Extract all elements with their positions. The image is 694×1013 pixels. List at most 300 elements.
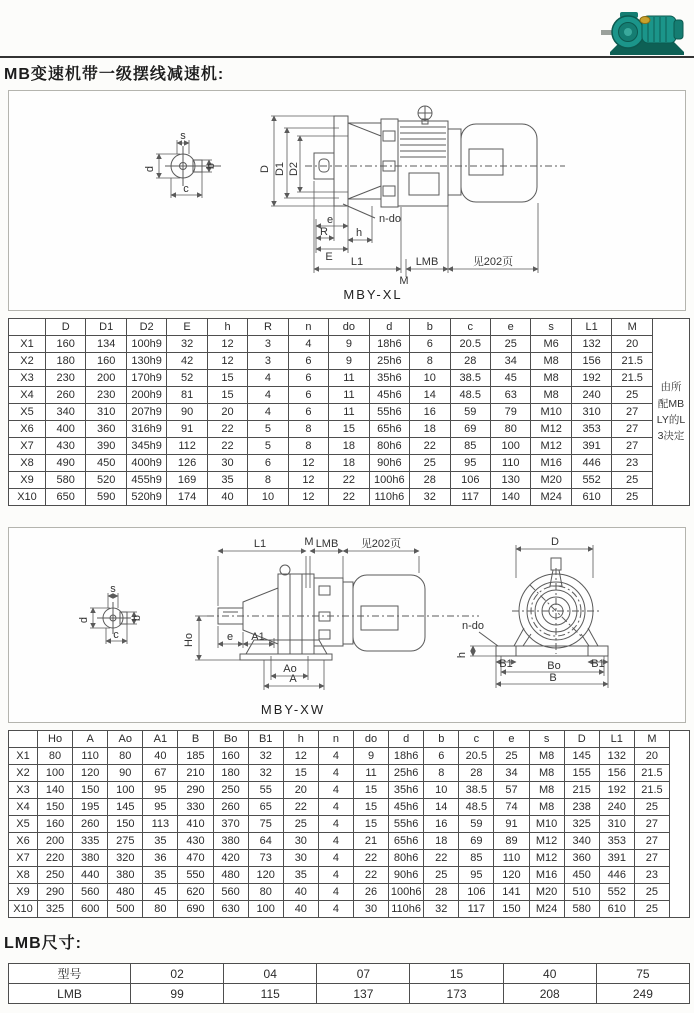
cell-value: 12 [288,472,328,489]
cell-value: 75 [596,964,689,984]
cell-value: 6 [424,748,459,765]
cell-value: 400 [46,421,86,438]
column-header: E [167,319,207,336]
dim-label-b: b [205,162,217,170]
row-label: LMB [9,984,131,1004]
cell-value: 100h9 [126,336,166,353]
column-header: D [564,731,599,748]
column-header: c [459,731,494,748]
cell-value: 115 [224,984,317,1004]
cell-value: 420 [213,850,248,867]
cell-value: 450 [564,867,599,884]
cell-value: 200h9 [126,387,166,404]
row-label: X9 [9,472,46,489]
cell-value: 11 [329,404,369,421]
cell-value: 208 [503,984,596,1004]
table-row [9,370,690,387]
dim-label-n-do: n-do [461,620,485,632]
cell-value: 36 [143,850,178,867]
cell-value: 10 [424,782,459,799]
cell-value: 360 [86,421,126,438]
column-header: n [288,319,328,336]
cell-value: 38.5 [459,782,494,799]
cell-value: 316h9 [126,421,166,438]
cell-value: 9 [329,353,369,370]
blank-column [670,731,690,918]
column-header: R [248,319,288,336]
cell-value: 249 [596,984,689,1004]
cell-value: 35 [283,867,318,884]
cell-value: 6 [288,387,328,404]
cell-value: 160 [46,336,86,353]
cell-value: 32 [410,489,450,506]
cell-value: 130 [490,472,530,489]
cell-value: 40 [143,748,178,765]
cell-value: 65 [248,799,283,816]
cell-value: 500 [108,901,143,918]
cell-value: 45h6 [389,799,424,816]
cell-value: 27 [612,421,653,438]
column-header: M [612,319,653,336]
dim-label-M: M [399,275,409,287]
cell-value: 192 [571,370,611,387]
cell-value: 510 [564,884,599,901]
row-label: X3 [9,782,38,799]
cell-value: 430 [46,438,86,455]
cell-value: 520 [86,472,126,489]
dim-label-A1: A1 [251,631,265,643]
cell-value: 215 [564,782,599,799]
cell-value: 25h6 [369,353,409,370]
end-view-dimensions [470,545,608,688]
cell-value: 6 [410,336,450,353]
cell-value: 100h6 [389,884,424,901]
dim-label-D: D [259,165,271,173]
cell-value: 8 [410,353,450,370]
cell-value: 100h6 [369,472,409,489]
mby-xw-dimension-table [8,730,690,918]
cell-value: 90h6 [389,867,424,884]
cell-value: 4 [318,782,353,799]
cell-value: 180 [213,765,248,782]
cell-value: 310 [86,404,126,421]
cell-value: 20.5 [450,336,490,353]
dim-label-see-page: 见202页 [472,256,514,268]
cell-value: 15 [353,816,388,833]
cell-value: 150 [494,901,529,918]
table-row [9,421,690,438]
cell-value: 210 [178,765,213,782]
cell-value: M8 [531,353,571,370]
cell-value: 25 [410,455,450,472]
column-header: Bo [213,731,248,748]
cell-value: 25 [612,489,653,506]
cell-value: 6 [288,353,328,370]
cell-value: 34 [494,765,529,782]
cell-value: 45 [143,884,178,901]
column-header: Ho [38,731,73,748]
row-label: X5 [9,404,46,421]
dim-label-b: b [131,614,143,622]
cell-value: 95 [143,782,178,799]
row-label: X7 [9,850,38,867]
cell-value: 21.5 [634,782,669,799]
cell-value: 180 [46,353,86,370]
cell-value: 32 [248,748,283,765]
cell-value: 38.5 [450,370,490,387]
cell-value: 207h9 [126,404,166,421]
cell-value: 74 [494,799,529,816]
cell-value: 11 [353,765,388,782]
column-header: n [318,731,353,748]
cell-value: 80h6 [369,438,409,455]
gear-motor-photo-icon [600,6,690,58]
table-row [9,765,690,782]
table-row [9,816,690,833]
cell-value: 27 [634,816,669,833]
cell-value: 192 [599,782,634,799]
cell-value: 11 [329,387,369,404]
cell-value: 32 [248,765,283,782]
dim-label-LMB: LMB [415,256,439,268]
mby-xl-labels [144,130,513,302]
cell-value: 22 [410,438,450,455]
cell-value: 4 [248,370,288,387]
cell-value: 25 [612,472,653,489]
cell-value: 80 [108,748,143,765]
cell-value: 48.5 [450,387,490,404]
cell-value: 480 [108,884,143,901]
cell-value: 250 [213,782,248,799]
cell-value: 42 [167,353,207,370]
cell-value: M16 [529,867,564,884]
cell-value: 22 [329,472,369,489]
cell-value: 15 [283,765,318,782]
cell-value: 8 [288,421,328,438]
cell-value: 260 [213,799,248,816]
page-title: MB变速机带一级摆线减速机: [4,66,225,83]
cell-value: 340 [564,833,599,850]
dim-label-B: B [549,672,557,684]
table-row [9,884,690,901]
cell-value: 25 [612,387,653,404]
cell-value: 27 [634,850,669,867]
cell-value: 95 [459,867,494,884]
cell-value: 4 [318,833,353,850]
cell-value: 18h6 [389,748,424,765]
cell-value: 4 [318,901,353,918]
table-row [9,850,690,867]
cell-value: M24 [531,489,571,506]
cell-value: 16 [410,404,450,421]
cell-value: 113 [143,816,178,833]
table-row [9,782,690,799]
cell-value: 35h6 [369,370,409,387]
cell-value: 155 [564,765,599,782]
column-header: s [531,319,571,336]
cell-value: 120 [248,867,283,884]
cell-value: 28 [410,472,450,489]
cell-value: 9 [353,748,388,765]
cell-value: 27 [612,438,653,455]
cell-value: 160 [213,748,248,765]
cell-value: 100 [38,765,73,782]
cell-value: 9 [329,336,369,353]
cell-value: 18 [410,421,450,438]
cell-value: 30 [353,901,388,918]
cell-value: 20 [207,404,247,421]
row-label: X8 [9,455,46,472]
cell-value: 28 [424,884,459,901]
cell-value: 150 [73,782,108,799]
cell-value: 4 [318,765,353,782]
table-row [9,472,690,489]
cell-value: 690 [178,901,213,918]
row-label: X3 [9,370,46,387]
cell-value: 380 [108,867,143,884]
cell-value: 20 [634,748,669,765]
cell-value: M12 [529,850,564,867]
row-label: X1 [9,336,46,353]
cell-value: 126 [167,455,207,472]
row-label: X2 [9,353,46,370]
cell-value: 6 [288,404,328,421]
dim-label-A: A [289,673,297,685]
cell-value: 59 [450,404,490,421]
cell-value: 110 [494,850,529,867]
cell-value: 260 [46,387,86,404]
cell-value: 32 [167,336,207,353]
technical-drawing-mby-xw [8,527,686,723]
cell-value: 100 [490,438,530,455]
column-header: b [424,731,459,748]
cell-value: 73 [248,850,283,867]
dim-label-B1-left: B1 [499,658,513,670]
cell-value: 95 [143,799,178,816]
cell-value: 10 [410,370,450,387]
mby-xw-dimensions [195,551,419,690]
table-row [9,455,690,472]
cell-value: 57 [494,782,529,799]
cell-value: 55h6 [389,816,424,833]
cell-value: 400h9 [126,455,166,472]
table-header-row [9,731,690,748]
cell-value: 8 [248,472,288,489]
cell-value: 69 [459,833,494,850]
row-label: X10 [9,901,38,918]
cell-value: 22 [353,850,388,867]
dim-label-D: D [551,536,559,548]
cell-value: 137 [317,984,410,1004]
cell-value: 106 [459,884,494,901]
cell-value: 23 [612,455,653,472]
dim-label-D2: D2 [288,161,300,177]
cell-value: 89 [494,833,529,850]
cell-value: 26 [353,884,388,901]
cell-value: 85 [450,438,490,455]
row-label: X10 [9,489,46,506]
cell-value: 80h6 [389,850,424,867]
dim-label-n-do: n-do [378,213,402,225]
cell-value: 80 [248,884,283,901]
dim-label-D1: D1 [274,161,286,177]
cell-value: 353 [599,833,634,850]
cell-value: 560 [73,884,108,901]
cell-value: 560 [213,884,248,901]
cell-value: 22 [424,850,459,867]
table-row [9,353,690,370]
cell-value: 145 [564,748,599,765]
cell-value: M10 [531,404,571,421]
cell-value: 28 [450,353,490,370]
cell-value: 35 [143,867,178,884]
cell-value: 15 [353,782,388,799]
column-header: h [207,319,247,336]
cell-value: 446 [599,867,634,884]
lmb-section-title: LMB尺寸: [4,935,82,952]
cell-value: 490 [46,455,86,472]
cell-value: M16 [531,455,571,472]
cell-value: 4 [318,799,353,816]
cell-value: 110h6 [369,489,409,506]
table-row [9,404,690,421]
cell-value: 450 [86,455,126,472]
cell-value: 290 [178,782,213,799]
dim-label-Ao: Ao [283,663,297,675]
cell-value: 27 [634,833,669,850]
cell-value: 64 [248,833,283,850]
cell-value: 48.5 [459,799,494,816]
cell-value: M12 [529,833,564,850]
cell-value: 91 [494,816,529,833]
cell-value: 21 [353,833,388,850]
cell-value: 21.5 [634,765,669,782]
cell-value: 12 [288,489,328,506]
column-header: Ao [108,731,143,748]
cell-value: 91 [167,421,207,438]
table-row [9,901,690,918]
cell-value: M20 [529,884,564,901]
cell-value: 580 [564,901,599,918]
cell-value: 470 [178,850,213,867]
cell-value: 132 [599,748,634,765]
cell-value: 25 [634,901,669,918]
table-row [9,833,690,850]
row-label: X5 [9,816,38,833]
column-header: A [73,731,108,748]
cell-value: 25 [490,336,530,353]
cell-value: 23 [634,867,669,884]
cell-value: 65h6 [389,833,424,850]
column-header: D2 [126,319,166,336]
dim-label-s: s [180,130,186,142]
cell-value: 430 [178,833,213,850]
cell-value: 630 [213,901,248,918]
cell-value: M12 [531,438,571,455]
cell-value: 4 [248,404,288,421]
cell-value: 63 [490,387,530,404]
cell-value: 22 [207,421,247,438]
cell-value: 85 [459,850,494,867]
cell-value: 145 [108,799,143,816]
column-header [9,731,38,748]
cell-value: 20 [283,782,318,799]
cell-value: 21.5 [612,370,653,387]
cell-value: 200 [38,833,73,850]
column-header: e [494,731,529,748]
cell-value: 141 [494,884,529,901]
cell-value: 310 [571,404,611,421]
cell-value: 455h9 [126,472,166,489]
cell-value: 132 [571,336,611,353]
cell-value: 100 [108,782,143,799]
cell-value: 40 [503,964,596,984]
cell-value: 610 [571,489,611,506]
cell-value: 11 [329,370,369,387]
cell-value: 90h6 [369,455,409,472]
cell-value: 4 [318,850,353,867]
cell-value: 3 [248,353,288,370]
cell-value: 440 [73,867,108,884]
dim-label-E: E [325,251,333,263]
column-header: D1 [86,319,126,336]
cell-value: 335 [73,833,108,850]
cell-value: 45h6 [369,387,409,404]
technical-drawing-mby-xl [8,90,686,311]
column-header: c [450,319,490,336]
cell-value: 112 [167,438,207,455]
cell-value: 35h6 [389,782,424,799]
cell-value: 140 [38,782,73,799]
cell-value: M24 [529,901,564,918]
dim-label-s: s [110,583,116,595]
cell-value: 18h6 [369,336,409,353]
mby-xw-drawing-icon [9,528,687,724]
cell-value: 8 [424,765,459,782]
cell-value: 65h6 [369,421,409,438]
table-row [9,489,690,506]
cell-value: 230 [46,370,86,387]
cell-value: 15 [207,387,247,404]
drawing-caption: MBY-XW [260,702,326,717]
cell-value: 600 [73,901,108,918]
table-header-row [9,319,690,336]
cell-value: M8 [531,387,571,404]
column-header: A1 [143,731,178,748]
table-row [9,438,690,455]
mby-xl-dimensions [271,116,538,277]
cell-value: 18 [329,438,369,455]
cell-value: 174 [167,489,207,506]
cell-value: 380 [213,833,248,850]
cell-value: 90 [108,765,143,782]
reducer-end-view [479,558,608,656]
cell-value: 02 [131,964,224,984]
cell-value: 106 [450,472,490,489]
dim-label-d: d [144,165,156,173]
mby-xl-dimension-table [8,318,690,506]
column-header: do [353,731,388,748]
table-row [9,984,690,1004]
cell-value: 40 [207,489,247,506]
cell-value: 520h9 [126,489,166,506]
mby-xw-labels [78,536,605,717]
cell-value: 07 [317,964,410,984]
column-header: L1 [599,731,634,748]
cell-value: 20 [612,336,653,353]
cell-value: 90 [167,404,207,421]
cell-value: 12 [207,336,247,353]
